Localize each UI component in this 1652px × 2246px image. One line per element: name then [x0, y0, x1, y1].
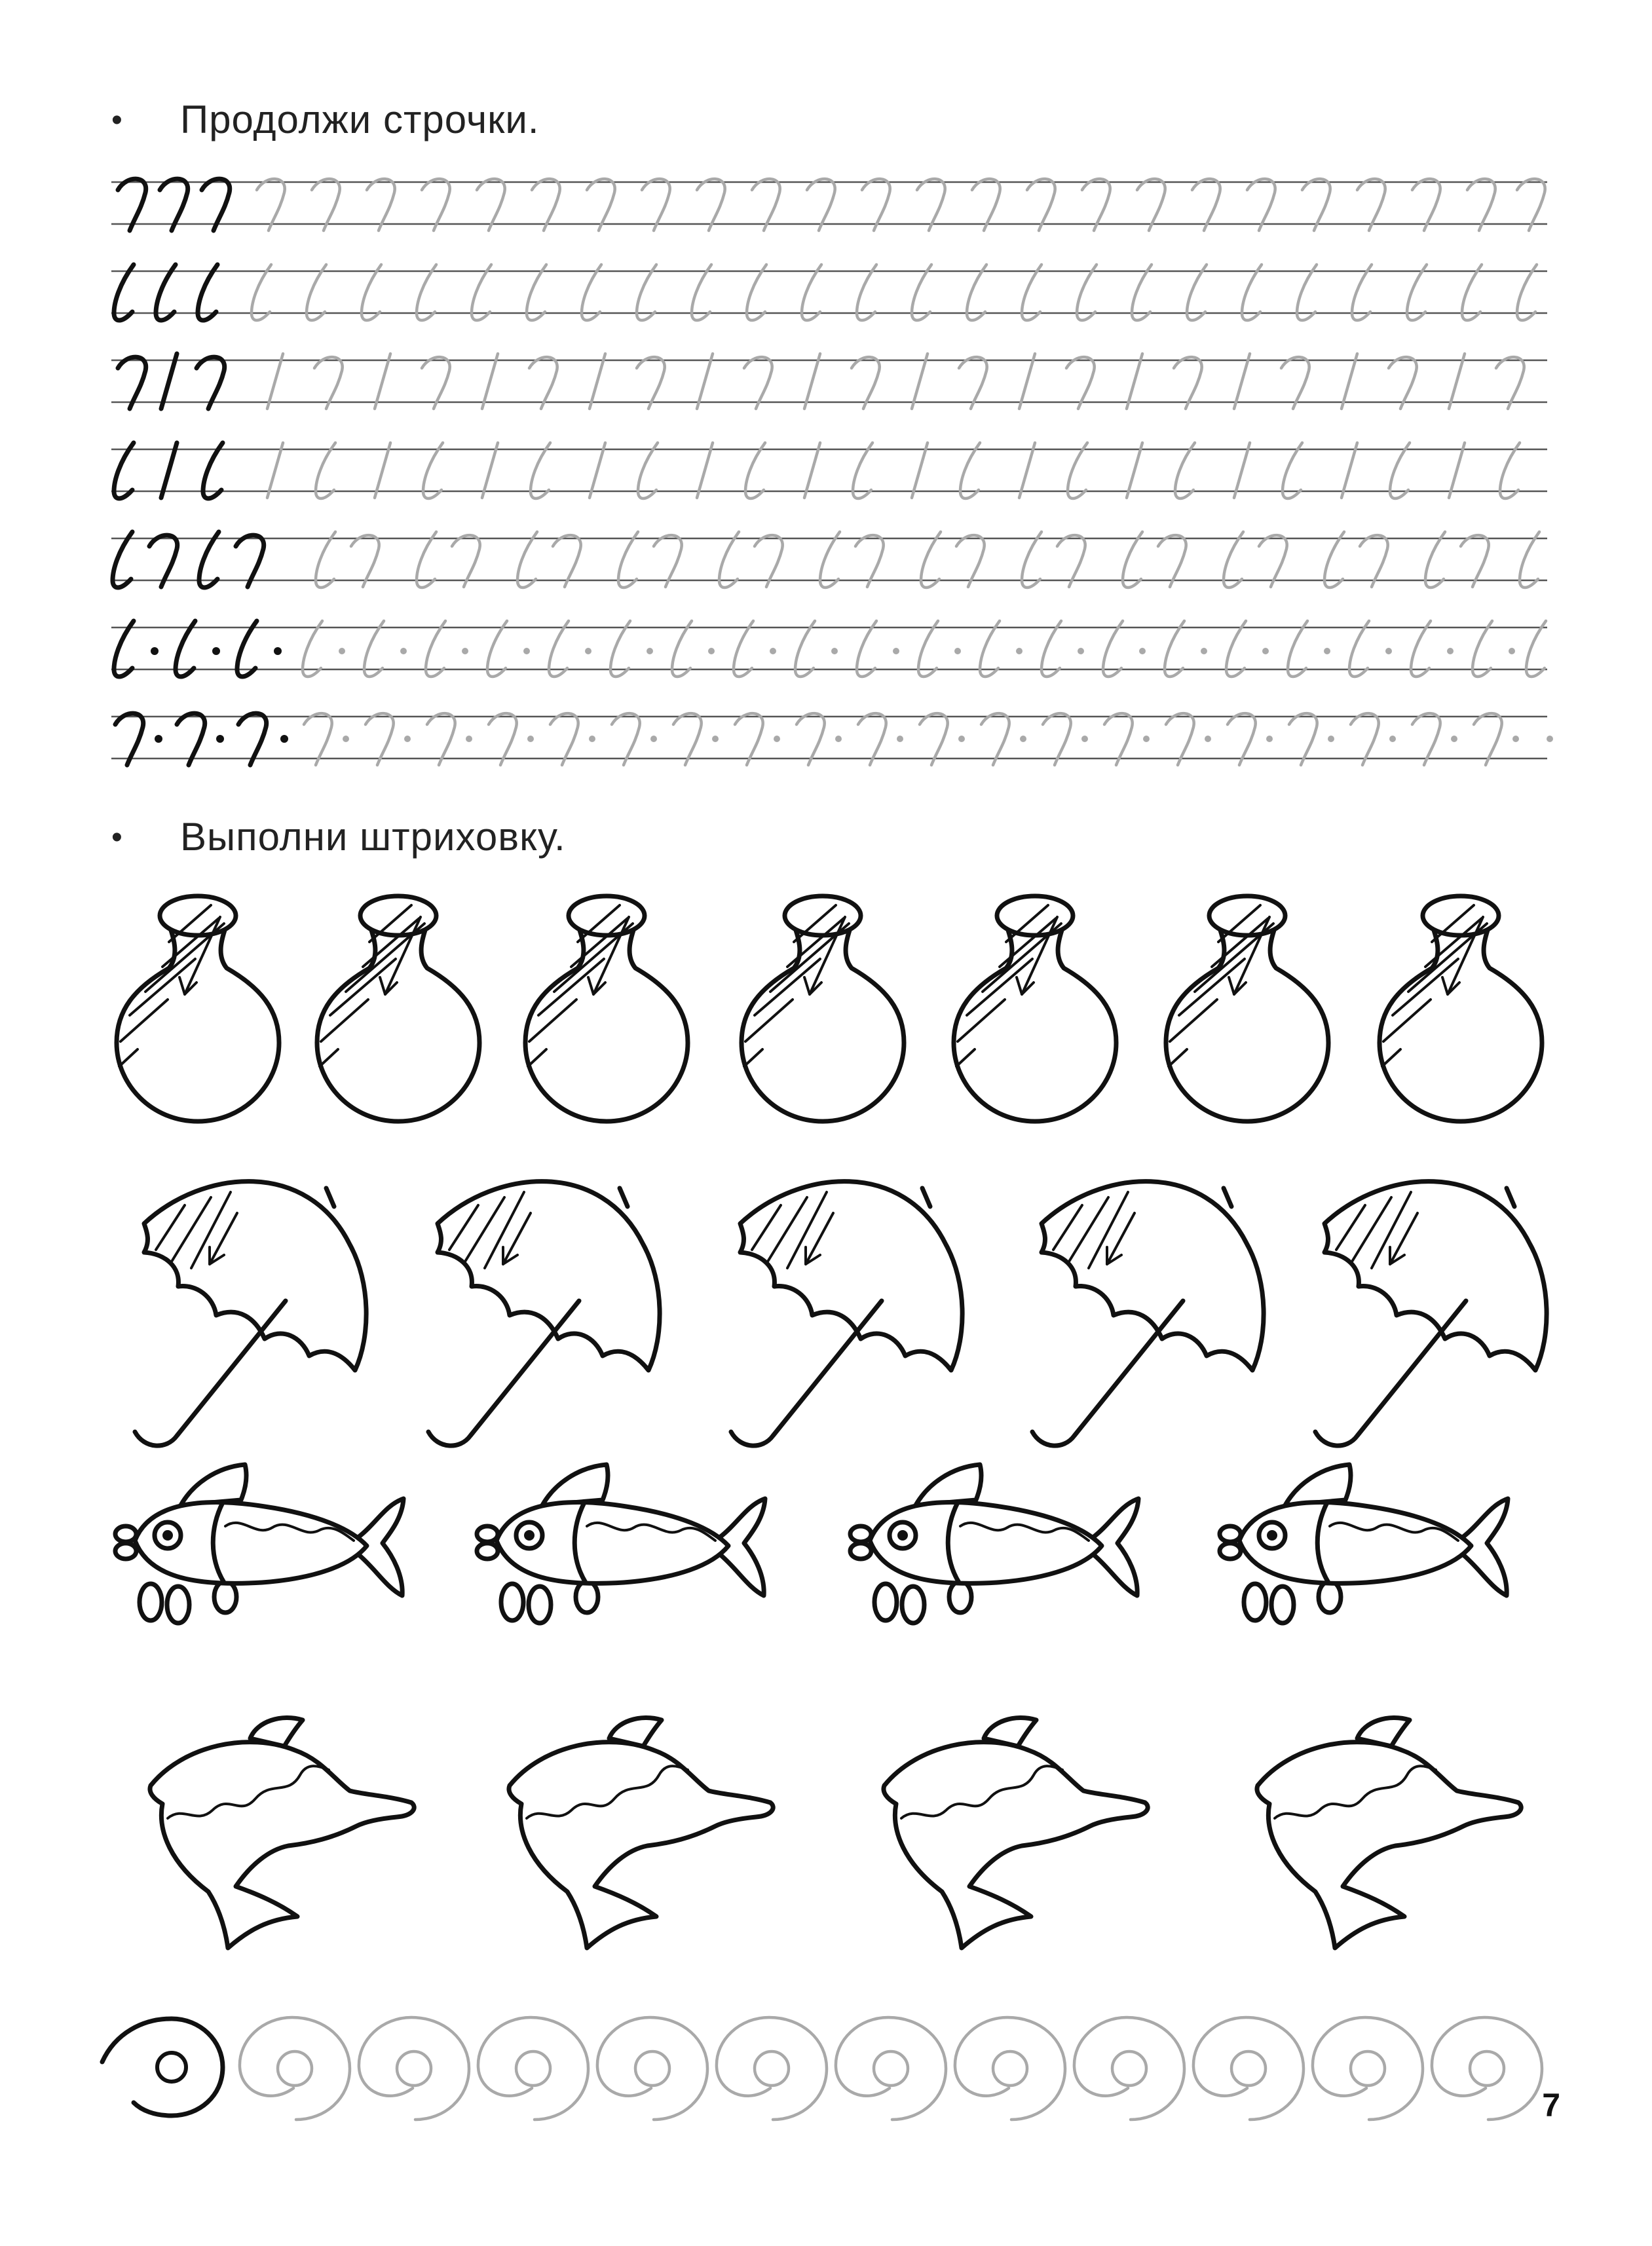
- row-hooks: [118, 179, 1545, 231]
- umbrella-figure: [1032, 1182, 1264, 1446]
- umbrella-figure: [428, 1182, 660, 1446]
- vase-figure: [1166, 896, 1328, 1121]
- umbrella-figure: [135, 1182, 366, 1446]
- fish-row: [115, 1465, 1508, 1623]
- fish-figure: [1220, 1465, 1508, 1623]
- dolphin-figure: [1257, 1717, 1521, 1948]
- row-loops-dots: [114, 621, 1546, 677]
- trace-strokes: [316, 532, 1539, 588]
- bullet-icon: •: [111, 820, 123, 855]
- trace-strokes: [304, 713, 1553, 765]
- trace-strokes: [267, 354, 1524, 409]
- instruction-text: Продолжи строчки.: [180, 98, 540, 141]
- vase-figure: [525, 896, 688, 1121]
- umbrella-figure: [1315, 1182, 1547, 1446]
- dolphin-figure: [509, 1717, 773, 1948]
- umbrella-row: [135, 1182, 1547, 1446]
- vase-row: [117, 896, 1542, 1121]
- spiral-row: [102, 2017, 1542, 2120]
- spiral-sample: [102, 2019, 223, 2116]
- trace-strokes: [303, 621, 1546, 677]
- dolphin-row: [150, 1717, 1521, 1948]
- dolphin-figure: [884, 1717, 1148, 1948]
- vase-figure: [954, 896, 1116, 1121]
- instruction-text: Выполни штриховку.: [180, 815, 566, 859]
- fish-figure: [850, 1465, 1138, 1623]
- spiral-traces: [240, 2017, 1542, 2120]
- fish-figure: [477, 1465, 765, 1623]
- trace-strokes: [267, 443, 1520, 498]
- dolphin-figure: [150, 1717, 414, 1948]
- row-loops: [114, 265, 1537, 320]
- stroke-rows: [111, 179, 1553, 765]
- vase-figure: [117, 896, 279, 1121]
- fish-figure: [115, 1465, 404, 1623]
- row-loop-hook-pairs: [113, 532, 1539, 588]
- row-hooks-slashes: [118, 354, 1524, 409]
- umbrella-figure: [731, 1182, 962, 1446]
- row-hooks-dots: [115, 713, 1553, 765]
- trace-strokes: [252, 265, 1537, 320]
- vase-figure: [317, 896, 479, 1121]
- vase-figure: [1380, 896, 1542, 1121]
- bullet-icon: •: [111, 103, 123, 138]
- trace-strokes: [257, 179, 1545, 231]
- page-number: 7: [1542, 2087, 1560, 2124]
- vase-figure: [742, 896, 904, 1121]
- writing-guidelines: [111, 182, 1547, 758]
- row-loops-slashes: [114, 443, 1520, 498]
